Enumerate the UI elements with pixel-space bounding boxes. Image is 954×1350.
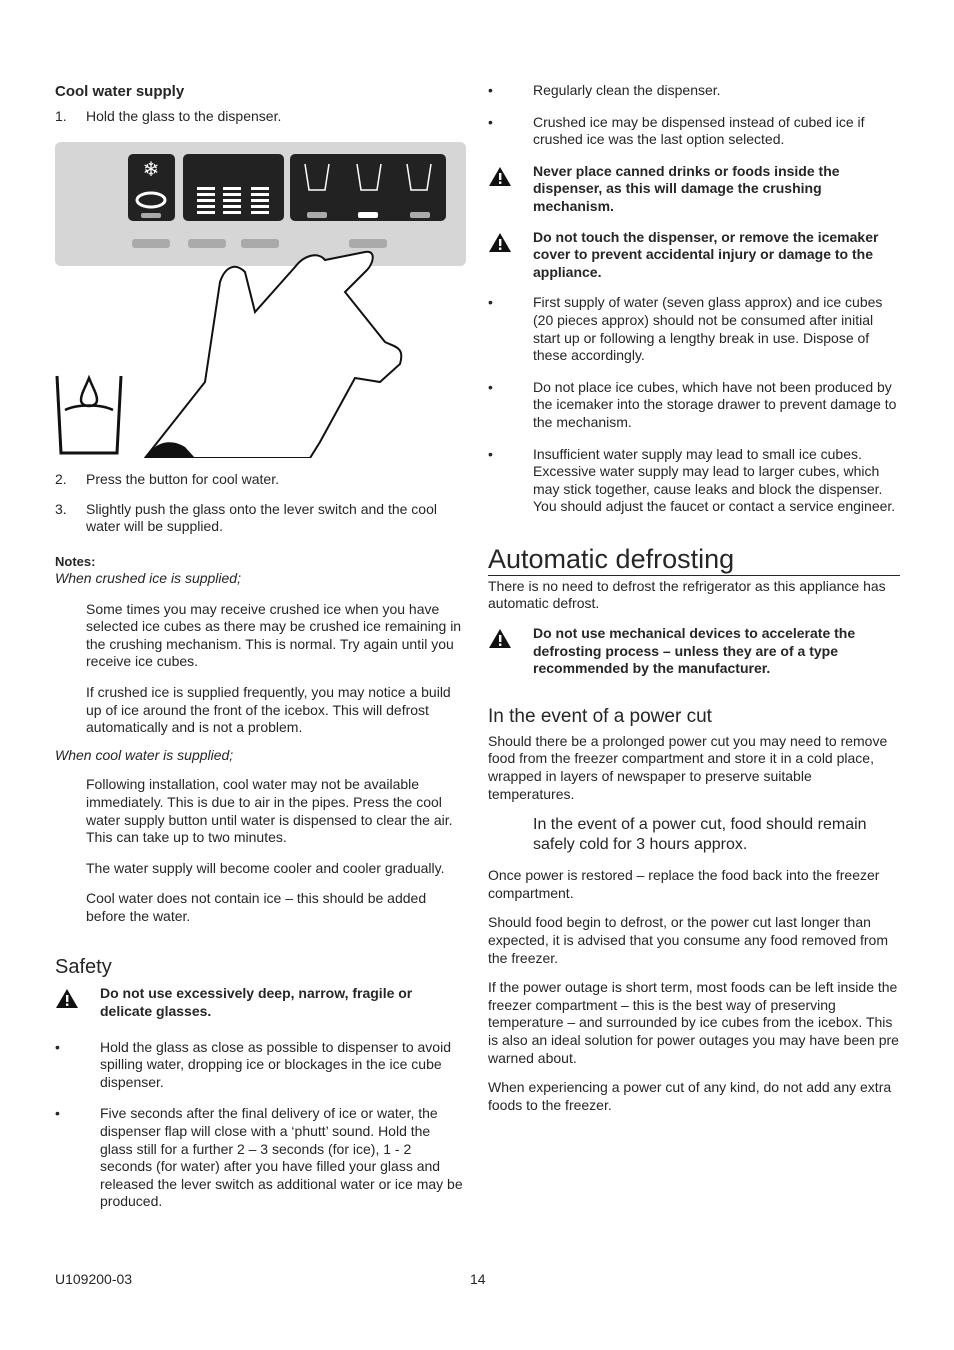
safety-bullet-1 — [55, 1039, 465, 1092]
warning-triangle-icon — [55, 985, 100, 1020]
defrost-paragraph: There is no need to defrost the refrigerator as this appliance has automatic defrost. — [488, 577, 886, 612]
dispenser-warning-2 — [488, 229, 900, 282]
bullet-text: First supply of water (seven glass approx) and ice cubes (20 pieces approx) should not be consumed after initial start up or following a lengthy break in use. Dispose of these accordingly. — [533, 294, 883, 364]
warning-triangle-icon — [488, 229, 533, 282]
panel-button — [132, 239, 170, 248]
page-number: 14 — [470, 1271, 486, 1287]
glass-icon — [57, 376, 121, 453]
step-2 — [55, 471, 465, 489]
warning-text: Do not use excessively deep, narrow, fragile or delicate glasses. — [100, 985, 413, 1020]
dispenser-bullet-2 — [488, 114, 900, 149]
bullet-marker: • — [55, 1038, 60, 1055]
dispenser-bullet-1 — [488, 82, 900, 100]
dispenser-bullet-4 — [488, 379, 900, 432]
step-3 — [55, 501, 465, 536]
bullet-marker: • — [488, 113, 493, 130]
safety-heading: Safety — [55, 956, 112, 979]
left-column — [55, 83, 465, 1225]
power-cut-paragraph-3: Should food begin to defrost, or the power cut last longer than expected, it is advised that you consume any food removed from the freezer. — [488, 914, 888, 966]
document-code: U109200-03 — [55, 1271, 133, 1287]
notes-heading: Notes: — [55, 553, 96, 569]
bullet-marker: • — [488, 378, 493, 395]
bullet-text: Do not place ice cubes, which have not been produced by the icemaker into the storage drawer to prevent damage to the mechanism. — [533, 378, 897, 430]
step-number: 2. — [55, 471, 67, 488]
defrost-warning — [488, 625, 900, 678]
power-cut-paragraph-5: When experiencing a power cut of any kind, do not add any extra foods to the freezer. — [488, 1079, 892, 1113]
snowflake-icon: ❄ — [142, 157, 160, 182]
hand-illustration — [145, 252, 401, 458]
panel-button — [188, 239, 226, 248]
safety-warning — [55, 985, 465, 1020]
cool-water-note-3: Cool water does not contain ice – this should be added before the water. — [86, 890, 427, 924]
dispenser-panel-hand-graphic — [55, 142, 466, 458]
power-cut-paragraph-1: Should there be a prolonged power cut you may need to remove food from the freezer compartment and store it in a cold place, wrapped in layers of newspaper to preserve suitable temperatures. — [488, 732, 888, 802]
water-drop-icon — [81, 378, 97, 406]
warning-text: Never place canned drinks or foods inside the dispenser, as this will damage the crushing mechanism. — [533, 162, 840, 214]
dispenser-illustration — [55, 142, 466, 458]
dispenser-warning-1 — [488, 163, 900, 216]
crushed-ice-note-1: Some times you may receive crushed ice when you have selected ice cubes as there may be crushed ice remaining in the crushing mechanism. This is normal. Try again until you receive ice cubes. — [86, 600, 462, 670]
automatic-defrosting-heading: Automatic defrosting — [488, 543, 900, 576]
bullet-marker: • — [55, 1105, 60, 1122]
warning-triangle-icon — [488, 625, 533, 678]
step-number: 1. — [55, 107, 67, 124]
dispenser-bullet-5 — [488, 446, 900, 516]
power-cut-callout: In the event of a power cut, food should remain safely cold for 3 hours approx. — [533, 816, 867, 854]
panel-button — [241, 239, 279, 248]
bullet-text: Regularly clean the dispenser. — [533, 82, 721, 98]
warning-text: Do not use mechanical devices to accelerate the defrosting process – unless they are of a type recommended by the manufacturer. — [533, 625, 856, 677]
bullet-marker: • — [488, 82, 493, 98]
dispenser-bullet-3 — [488, 294, 900, 364]
indicator-led — [141, 213, 161, 218]
crushed-ice-note-2: If crushed ice is supplied frequently, you may notice a build up of ice around the front of the icebox. This will defrost automatically and is not a problem. — [86, 683, 451, 736]
power-cut-paragraph-4: If the power outage is short term, most foods can be left inside the freezer compartment – this is the best way of preserving temperature – and surrounded by ice cubes from the icebox. This is also an ideal solution for power outages you may have been pre warned about. — [488, 979, 899, 1066]
power-cut-heading: In the event of a power cut — [488, 705, 712, 727]
section-heading-cool-water: Cool water supply — [55, 83, 185, 100]
safety-bullet-2 — [55, 1105, 465, 1211]
cool-water-note-2: The water supply will become cooler and cooler gradually. — [86, 859, 445, 876]
bullet-marker: • — [488, 294, 493, 311]
step-text: Press the button for cool water. — [86, 471, 279, 488]
right-column — [488, 82, 900, 1126]
panel-button — [349, 239, 387, 248]
warning-text: Do not touch the dispenser, or remove the icemaker cover to prevent accidental injury or damage to the appliance. — [533, 228, 879, 280]
warning-triangle-icon — [488, 163, 533, 216]
step-number: 3. — [55, 500, 67, 517]
crushed-ice-subheading: When crushed ice is supplied; — [55, 569, 241, 586]
bullet-text: Crushed ice may be dispensed instead of cubed ice if crushed ice was the last option selected. — [533, 113, 865, 148]
step-text: Slightly push the glass onto the lever switch and the cool water will be supplied. — [86, 500, 437, 535]
step-1 — [55, 108, 465, 126]
cool-water-subheading: When cool water is supplied; — [55, 746, 234, 763]
bullet-text: Insufficient water supply may lead to small ice cubes. Excessive water supply may lead to larger cubes, which may stick together, cause leaks and block the dispenser. You should adjust the faucet or contact a service engineer. — [533, 445, 896, 515]
step-text: Hold the glass to the dispenser. — [86, 107, 282, 124]
bullet-text: Five seconds after the final delivery of ice or water, the dispenser flap will close with a ‘phutt’ sound. Hold the glass still for a further 2 – 3 seconds (for ice), 1 - 2 seconds (for water) after you have filled your glass and released the lever switch as additional water or ice may be produced. — [100, 1105, 463, 1210]
power-cut-paragraph-2: Once power is restored – replace the food back into the freezer compartment. — [488, 867, 880, 901]
water-level-line — [65, 406, 113, 411]
bullet-marker: • — [488, 445, 493, 462]
drink-select-display — [290, 154, 446, 221]
cool-water-note-1: Following installation, cool water may not be available immediately. This is due to air in the pipes. Press the cool water supply button until water is dispensed to clear the air. This can take up to two minutes. — [86, 776, 453, 846]
bullet-text: Hold the glass as close as possible to dispenser to avoid spilling water, dropping ice or blockages in the ice cube dispenser. — [100, 1038, 451, 1090]
